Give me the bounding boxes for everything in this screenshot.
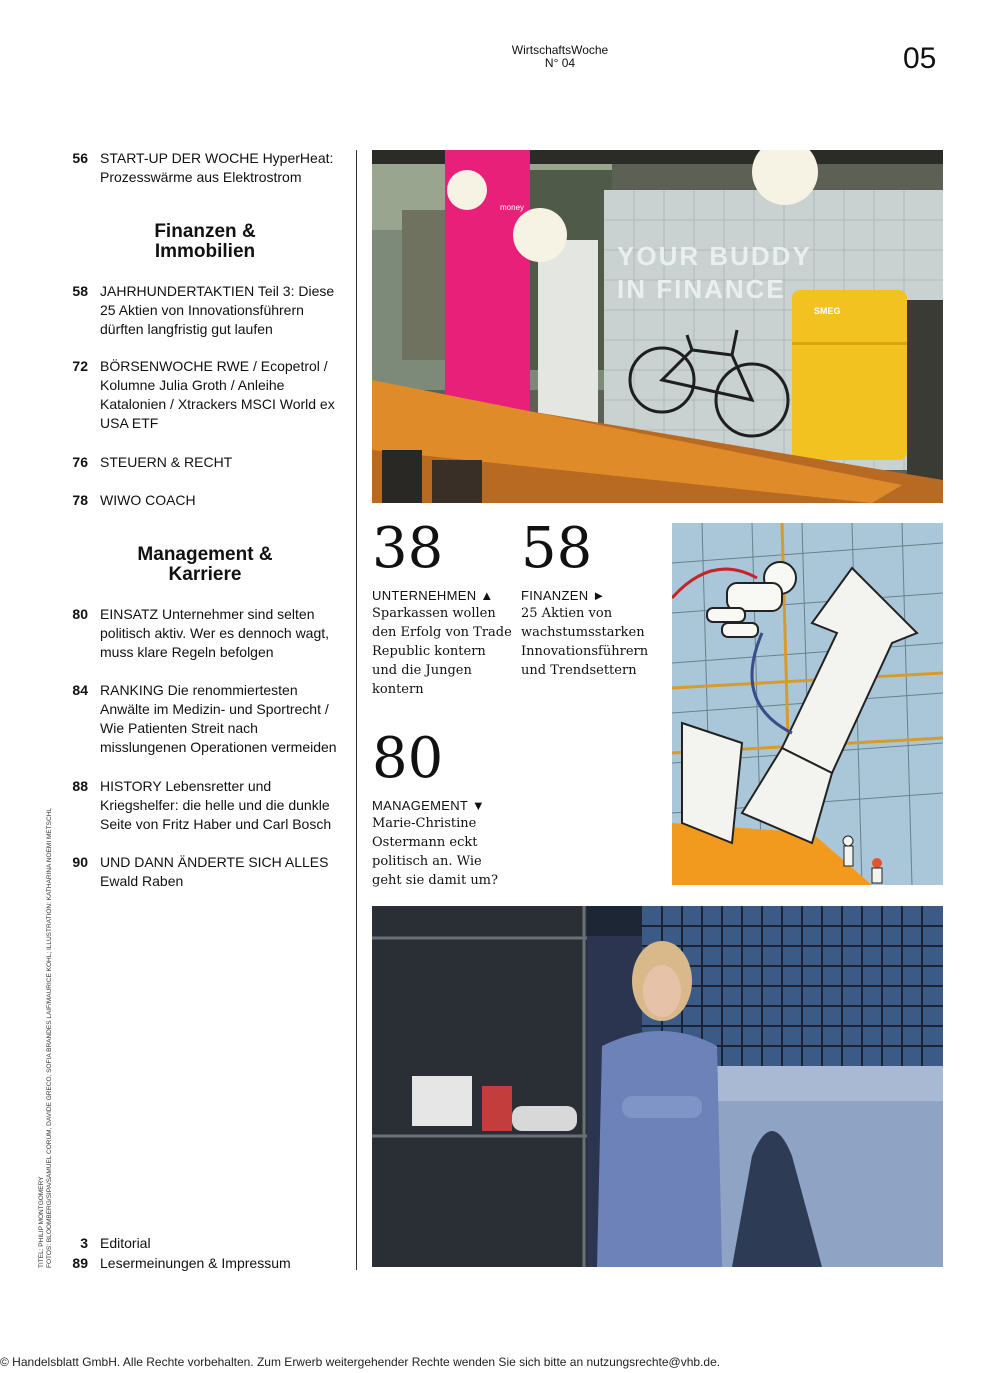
toc-entry-text: WIWO COACH: [100, 492, 196, 508]
teaser-page-number: 38: [372, 516, 444, 581]
arrow-down-icon: ▼: [471, 798, 486, 813]
teaser-58[interactable]: [521, 516, 661, 680]
toc-page-number: 88: [72, 778, 88, 794]
wall-text-line: YOUR BUDDY: [617, 241, 812, 271]
toc-entry[interactable]: [60, 1254, 345, 1273]
page-number: 05: [903, 42, 937, 75]
toc-entry[interactable]: [60, 491, 345, 510]
toc-page-number: 56: [72, 150, 88, 166]
toc-entry-text: Lesermeinungen & Impressum: [100, 1255, 291, 1271]
toc-entry[interactable]: [60, 853, 345, 891]
arrow-up-icon: ▲: [480, 588, 494, 603]
toc-entry-text: Editorial: [100, 1235, 151, 1251]
photo-portrait: [372, 906, 943, 1267]
teaser-80[interactable]: [372, 726, 512, 890]
teaser-text: Sparkassen wollen den Erfolg von Trade Republic kontern und die Jungen kontern: [372, 606, 512, 697]
arrow-right-icon: ►: [592, 588, 606, 603]
teaser-section-label: FINANZEN: [521, 588, 589, 603]
toc-page-number: 72: [72, 358, 88, 374]
toc-page-number: 90: [72, 854, 88, 870]
toc-entry-text: STEUERN & RECHT: [100, 454, 233, 470]
toc-page-number: 76: [72, 454, 88, 470]
pillar-sign: money: [500, 203, 525, 212]
teaser-section-label: UNTERNEHMEN: [372, 588, 477, 603]
toc-entry[interactable]: [60, 681, 345, 757]
credit-line-photos: FOTOS: BLOOMBERG/SIPA/SAMUEL CORUM, DAVIDE GRECO, SOFIA BRANDES LAIF/MAURICE KOHL; ILLUSTRATION: KATHARINA NOEMI METSCHL: [46, 807, 53, 1268]
toc-entry-text: UND DANN ÄNDERTE SICH ALLES Ewald Raben: [100, 854, 329, 889]
column-divider: [356, 150, 357, 1270]
photo-office: [372, 150, 943, 503]
toc-page-number: 80: [72, 606, 88, 622]
toc-entry-text: START-UP DER WOCHE HyperHeat: Prozesswärme aus Elektrostrom: [100, 150, 334, 185]
toc-page-number: 89: [72, 1255, 88, 1271]
toc-entry[interactable]: [60, 605, 345, 662]
teaser-section-label: MANAGEMENT: [372, 798, 468, 813]
teaser-section: [372, 588, 512, 604]
teaser-section: [372, 798, 512, 814]
teaser-text: Marie-Christine Ostermann eckt politisch an. Wie geht sie damit um?: [372, 816, 498, 888]
toc-entry[interactable]: [60, 453, 345, 472]
toc-entry[interactable]: [60, 1234, 345, 1253]
section-title-finanzen: Finanzen & Immobilien: [154, 221, 256, 262]
teaser-page-number: 58: [521, 516, 593, 581]
copyright-footer: © Handelsblatt GmbH. Alle Rechte vorbehalten. Zum Erwerb weitergehender Rechte wenden Sie sich bitte an nutzungsrechte@vhb.de.: [0, 1355, 721, 1369]
toc-entry-text: JAHRHUNDERTAKTIEN Teil 3: Diese 25 Aktien von Innovationsführern dürften langfristig gut laufen: [100, 283, 335, 337]
toc-page-number: 58: [72, 283, 88, 299]
toc-page-number: 3: [80, 1235, 88, 1251]
teaser-page-number: 80: [372, 726, 444, 791]
toc-entry-text: HISTORY Lebensretter und Kriegshelfer: die helle und die dunkle Seite von Fritz Haber und Carl Bosch: [100, 778, 332, 832]
section-title-management: Management & Karriere: [137, 544, 273, 585]
toc-page-number: 78: [72, 492, 88, 508]
wall-slogan: [617, 240, 812, 306]
magazine-header: [488, 44, 632, 70]
wall-text-line: IN FINANCE: [617, 274, 786, 304]
toc-entry-text: EINSATZ Unternehmer sind selten politisch aktiv. Wer es dennoch wagt, muss klare Regeln befolgen: [100, 606, 330, 660]
teaser-text: 25 Aktien von wachstumsstarken Innovationsführern und Trendsettern: [521, 606, 649, 678]
toc-entry[interactable]: [60, 357, 345, 433]
toc-entry[interactable]: [60, 282, 345, 339]
photo-credits: [38, 807, 53, 1269]
magazine-name: WirtschaftsWoche: [511, 43, 609, 57]
toc-entry-text: RANKING Die renommiertesten Anwälte im Medizin- und Sportrecht / Wie Patienten Streit nach misslungenen Operationen vermeiden: [100, 682, 337, 755]
issue-number: N° 04: [544, 56, 576, 70]
fridge-brand: SMEG: [814, 306, 841, 316]
illustration-astronaut: [672, 523, 943, 885]
credit-line-title: TITEL: PHILIP MONTGOMERY: [38, 1176, 45, 1268]
teaser-38[interactable]: [372, 516, 512, 699]
teaser-section: [521, 588, 661, 604]
toc-entry[interactable]: [60, 777, 345, 834]
toc-entry[interactable]: [60, 149, 345, 187]
toc-entry-text: BÖRSENWOCHE RWE / Ecopetrol / Kolumne Julia Groth / Anleihe Katalonien / Xtrackers MSCI World ex USA ETF: [100, 358, 335, 431]
toc-page-number: 84: [72, 682, 88, 698]
